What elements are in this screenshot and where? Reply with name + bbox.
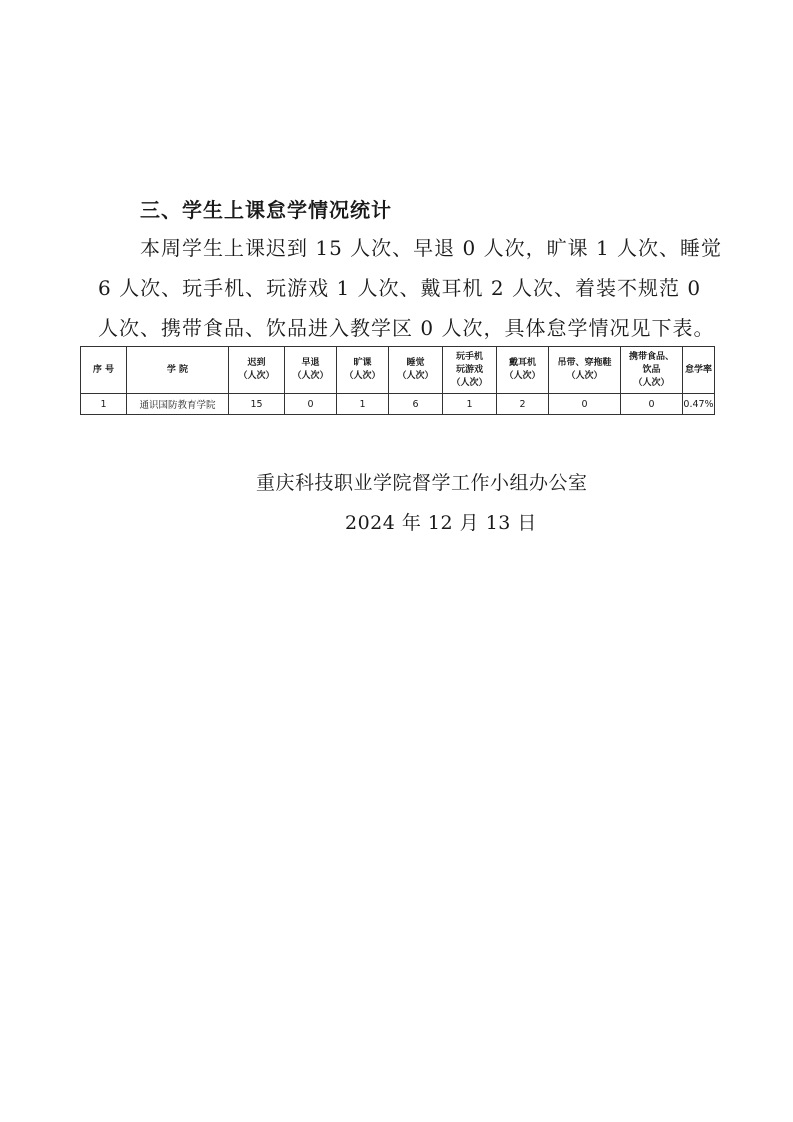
table-header-cell <box>337 347 389 394</box>
table-header-text: 玩游戏 <box>455 364 483 375</box>
table-header-text: 怠学率 <box>684 364 712 375</box>
table-header-text: 旷课 <box>353 358 372 368</box>
paragraph-line-2: 6 人次、玩手机、玩游戏 1 人次、戴耳机 2 人次、着装不规范 0 <box>98 276 702 300</box>
table-header-text: （人次） <box>633 377 670 388</box>
table-header-cell <box>549 347 621 394</box>
footer-date: 2024 年 12 月 13 日 <box>345 512 537 534</box>
stats-table <box>80 346 715 415</box>
table-header-text: 饮品 <box>642 364 661 375</box>
table-header-text: （人次） <box>238 371 275 381</box>
table-header-text: 戴耳机 <box>508 358 536 368</box>
table-header-text: 序 号 <box>92 364 115 375</box>
table-header-text: 迟到 <box>247 358 266 368</box>
table-header-text: （人次） <box>344 371 381 381</box>
table-header-cell <box>389 347 443 394</box>
table-row <box>81 394 715 415</box>
table-header-text: （人次） <box>292 371 329 381</box>
table-cell: 0 <box>621 394 683 415</box>
table-header-text: 早退 <box>301 358 320 368</box>
table-header-text: 吊带、穿拖鞋 <box>557 358 612 368</box>
table-header-cell <box>683 347 715 394</box>
table-header-text: （人次） <box>397 371 434 381</box>
table-header-text: （人次） <box>451 377 488 388</box>
paragraph-line-1: 本周学生上课迟到 15 人次、早退 0 人次，旷课 1 人次、睡觉 <box>140 236 723 260</box>
table-header-text: 学 院 <box>166 364 189 375</box>
section-heading: 三、学生上课怠学情况统计 <box>140 198 392 222</box>
table-header-cell <box>621 347 683 394</box>
table-header-text: （人次） <box>504 371 541 381</box>
table-header-cell <box>285 347 337 394</box>
table-cell: 1 <box>443 394 497 415</box>
table-header-cell <box>497 347 549 394</box>
table-cell: 1 <box>81 394 127 415</box>
table-header-cell <box>443 347 497 394</box>
table-cell: 2 <box>497 394 549 415</box>
table-header-row <box>81 347 715 394</box>
table-header-text: 玩手机 <box>455 351 483 362</box>
table-cell: 0 <box>549 394 621 415</box>
table-header-text: 携带食品、 <box>628 351 674 362</box>
table-header-cell <box>127 347 229 394</box>
table-cell: 1 <box>337 394 389 415</box>
footer-organization: 重庆科技职业学院督学工作小组办公室 <box>256 472 588 494</box>
table-cell: 6 <box>389 394 443 415</box>
table-header-text: （人次） <box>566 371 603 381</box>
table-header-cell <box>229 347 285 394</box>
paragraph-line-3: 人次、携带食品、饮品进入教学区 0 人次，具体怠学情况见下表。 <box>98 316 715 340</box>
table-header-cell <box>81 347 127 394</box>
table-header-text: 睡觉 <box>406 358 425 368</box>
table-cell: 通识国防教育学院 <box>127 394 229 415</box>
table-cell: 0 <box>285 394 337 415</box>
table-cell: 15 <box>229 394 285 415</box>
table-cell: 0.47% <box>683 394 715 415</box>
